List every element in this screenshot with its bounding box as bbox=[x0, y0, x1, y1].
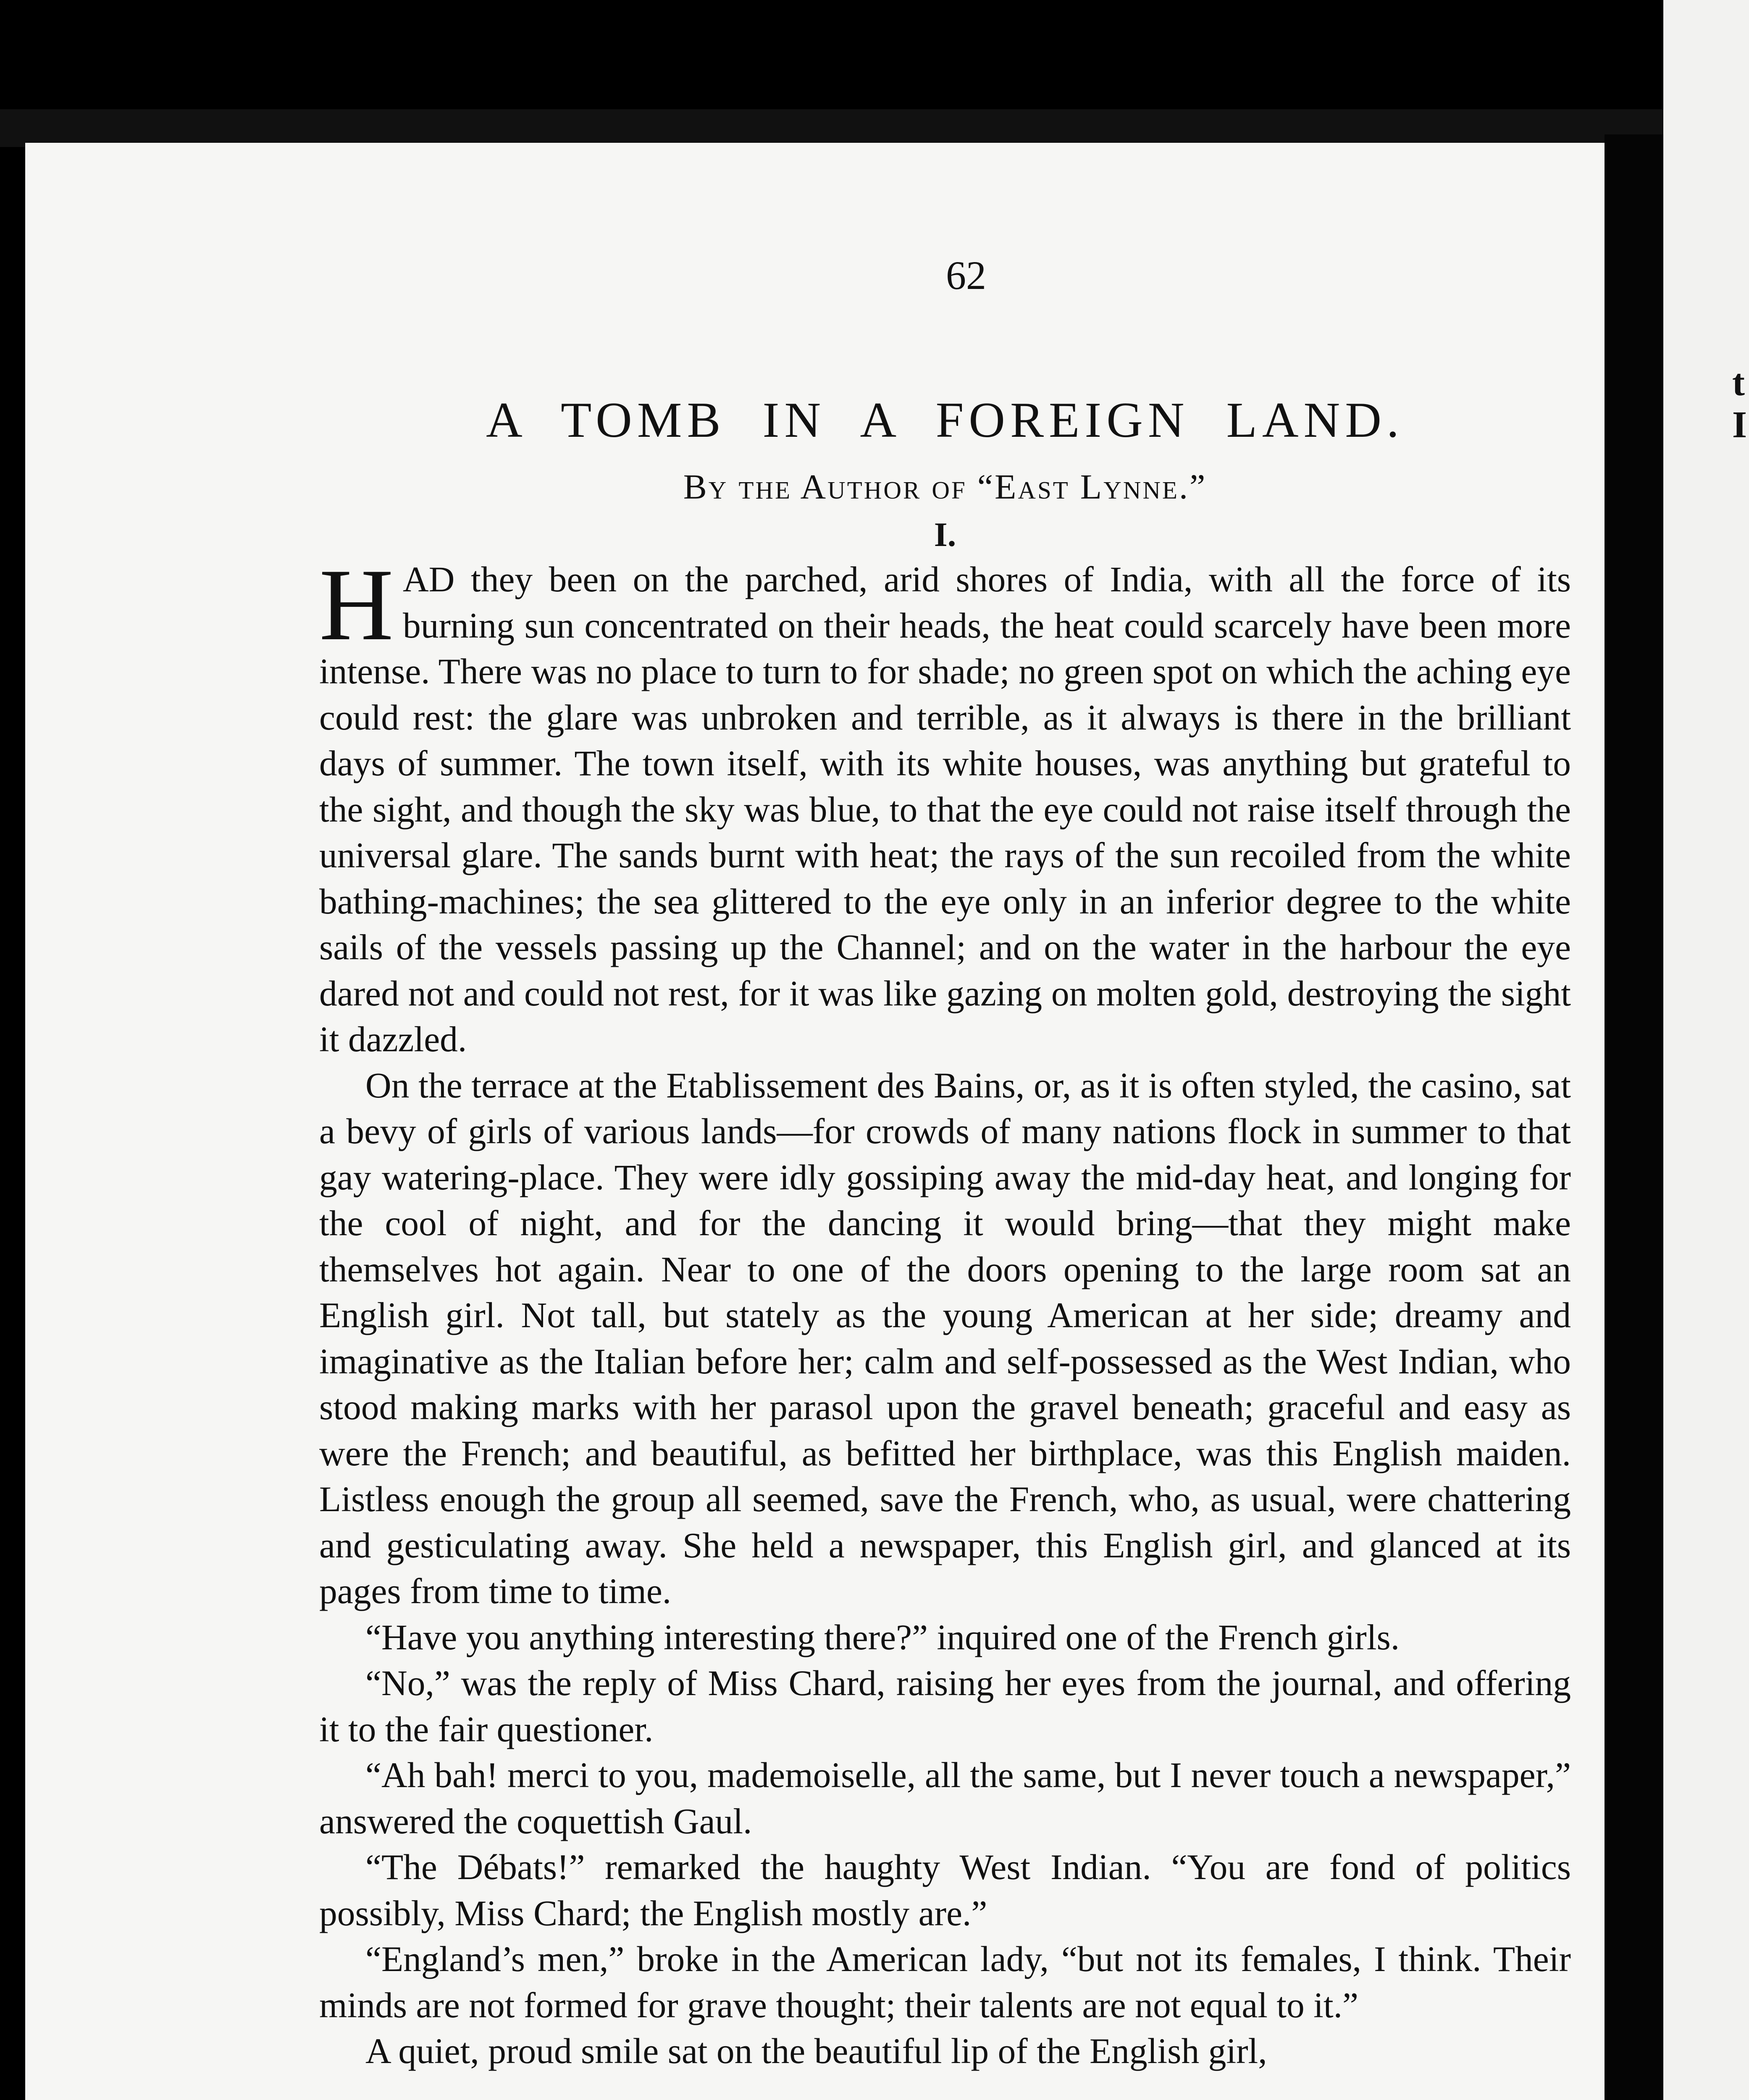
article-body bbox=[319, 548, 1571, 2075]
paragraph-text: AD they been on the parched, arid shores of India, with all the force of its burning sun concentrated on their heads, the heat could scarcely have been more intense. There was no place to turn to for shade; no green spot on which the aching eye could rest: the glare was unbroken and terrible, as it always is there in the brilliant days of summer. The town itself, with its white houses, was anything but grateful to the sight, and though the sky was blue, to that the eye could not raise itself through the universal glare. The sands burnt with heat; the rays of the sun recoiled from the white bathing-machines; the sea glittered to the eye only in an inferior degree to the white sails of the vessels passing up the Channel; and on the water in the harbour the eye dared not and could not rest, for it was like gazing on molten gold, destroying the sight it dazzled. bbox=[319, 560, 1571, 1059]
adjacent-page-glyph-top: t bbox=[1732, 362, 1745, 404]
paragraph: “Ah bah! merci to you, mademoiselle, all the same, but I never touch a newspaper,” answered the coquettish Gaul. bbox=[319, 1756, 1571, 1841]
paragraph: “England’s men,” broke in the American lady, “but not its females, I think. Their minds are not formed for grave thought; their talents are not equal to it.” bbox=[319, 1940, 1571, 2025]
book-page bbox=[25, 143, 1605, 2100]
byline: By the Author of “East Lynne.” bbox=[683, 467, 1207, 507]
paragraph bbox=[319, 548, 1571, 1063]
page-number: 62 bbox=[946, 253, 986, 298]
page-content bbox=[319, 252, 1571, 2075]
paragraph: “No,” was the reply of Miss Chard, raising her eyes from the journal, and offering it to the fair questioner. bbox=[319, 1664, 1571, 1749]
adjacent-page-glyph-bottom: I bbox=[1732, 404, 1747, 446]
article-title: A TOMB IN A FOREIGN LAND. bbox=[486, 392, 1404, 448]
section-number: I. bbox=[934, 515, 956, 554]
adjacent-page-edge bbox=[1663, 0, 1749, 2100]
paragraph: “The Débats!” remarked the haughty West Indian. “You are fond of politics possibly, Miss Chard; the English mostly are.” bbox=[319, 1848, 1571, 1933]
paragraph: A quiet, proud smile sat on the beautiful lip of the English girl, bbox=[365, 2032, 1267, 2071]
drop-cap: H bbox=[319, 548, 394, 662]
paragraph: “Have you anything interesting there?” inquired one of the French girls. bbox=[365, 1617, 1400, 1657]
page-gutter bbox=[1605, 134, 1663, 2100]
binding-strip bbox=[0, 109, 1749, 147]
paragraph: On the terrace at the Etablissement des Bains, or, as it is often styled, the casino, sat a bevy of girls of various lands—for crowds of many nations flock in summer to that gay watering-place. They were idly gossiping away the mid-day heat, and longing for the cool of night, and for the dancing it would bring—that they might make themselves hot again. Near to one of the doors opening to the large room sat an English girl. Not tall, but stately as the young American at her side; dreamy and imaginative as the Italian before her; calm and self-possessed as the West Indian, who stood making marks with her parasol upon the gravel beneath; graceful and easy as were the French; and beautiful, as befitted her birthplace, was this English maiden. Listless enough the group all seemed, save the French, who, as usual, were chattering and gesticulating away. She held a newspaper, this English girl, and glanced at its pages from time to time. bbox=[319, 1066, 1571, 1611]
